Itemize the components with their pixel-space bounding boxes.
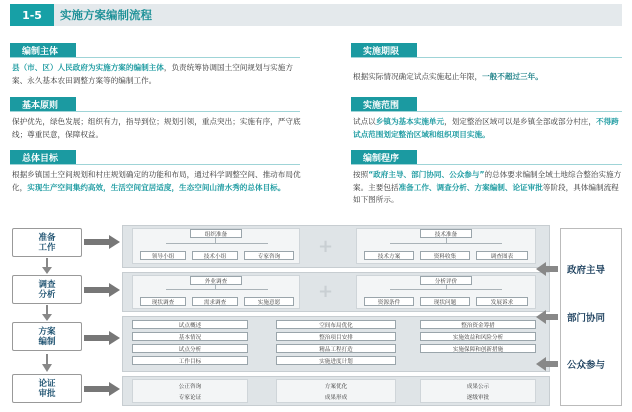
divider — [351, 164, 622, 165]
connector — [166, 289, 268, 290]
stakeholder-departments: 部门协同 — [567, 313, 606, 324]
procedure-heading: 编制程序 — [351, 150, 417, 165]
review-item: 专家论证 — [178, 394, 202, 401]
plan-item: 整治资金筹措 — [420, 320, 536, 329]
plan-item: 试点概述 — [132, 320, 248, 329]
survey-analysis-item: 资源条件 — [364, 297, 414, 306]
survey-field-item: 现状调查 — [140, 297, 186, 306]
prep-tech-item: 技术方案 — [364, 251, 414, 260]
right-arrow-icon — [84, 331, 120, 345]
scope-heading: 实施范围 — [351, 97, 417, 112]
prep-tech-title: 技术准备 — [420, 229, 472, 238]
review-item: 逐级审批 — [466, 394, 490, 401]
stakeholder-public: 公众参与 — [567, 360, 606, 371]
connector — [166, 243, 268, 244]
plan-item: 精品工程打造 — [276, 344, 396, 353]
period-text: 根据实际情况确定试点实施起止年限，一般不超过三年。 — [353, 72, 543, 81]
divider — [10, 111, 300, 112]
divider — [10, 164, 300, 165]
prep-org-item: 技术小组 — [192, 251, 238, 260]
connector — [390, 289, 502, 290]
divider — [10, 57, 300, 58]
section-number: 1-5 — [10, 4, 54, 26]
principle-text: 保护优先，绿色发展；组织有力，指导到位；规划引领，重点突出；实施有序，严守底线；尊重民意，保障权益。 — [12, 117, 301, 139]
prep-tech-item: 调查图表 — [476, 251, 528, 260]
goal-heading: 总体目标 — [10, 150, 76, 165]
plan-item: 空间布局优化 — [276, 320, 396, 329]
left-arrow-icon — [536, 310, 558, 324]
goal-text: 根据乡镇国土空间规划和村庄规划确定的功能和布局，通过科学调整空间、推动布局优化，实现生产空间集约高效，生活空间宜居适度，生态空间山清水秀的总体目标。 — [12, 170, 301, 192]
left-arrow-icon — [536, 357, 558, 371]
stage-review: 论证 审批 — [12, 374, 82, 403]
divider — [351, 57, 622, 58]
plan-item: 整治项目安排 — [276, 332, 396, 341]
plan-item: 实施进度计划 — [276, 356, 396, 365]
right-arrow-icon — [84, 283, 120, 297]
plan-item: 试点分析 — [132, 344, 248, 353]
survey-field-title: 外业调查 — [190, 276, 242, 285]
right-arrow-icon — [84, 382, 120, 396]
review-item: 成果形成 — [324, 394, 348, 401]
prep-org-item: 领导小组 — [140, 251, 186, 260]
subject-text: 县（市、区）人民政府为实施方案的编制主体，负责统筹协调国土空间规划与实施方案、永久基本农田调整方案等的编制工作。 — [12, 63, 293, 85]
plan-item: 基本情况 — [132, 332, 248, 341]
down-arrow-icon — [42, 354, 52, 372]
plus-icon: + — [318, 236, 334, 257]
review-item: 成果公示 — [466, 383, 490, 390]
prep-org-item: 专家咨询 — [244, 251, 294, 260]
right-arrow-icon — [84, 235, 120, 249]
plan-item: 实施效益和风险分析 — [420, 332, 536, 341]
stage-survey: 调查 分析 — [12, 275, 82, 304]
plan-item: 工作目标 — [132, 356, 248, 365]
review-item: 方案优化 — [324, 383, 348, 390]
principle-heading: 基本原则 — [10, 97, 76, 112]
period-heading: 实施期限 — [351, 43, 417, 58]
down-arrow-icon — [42, 305, 52, 321]
prep-tech-item: 资料收集 — [420, 251, 470, 260]
prep-org-title: 组织准备 — [190, 229, 242, 238]
left-arrow-icon — [536, 262, 558, 276]
plan-item: 实施保障和创新措施 — [420, 344, 536, 353]
scope-text: 试点以乡镇为基本实施单元，划定整治区域可以是乡镇全部或部分村庄，不得跨试点范围划定整治区域和组织项目实施。 — [353, 117, 619, 139]
subject-heading: 编制主体 — [10, 43, 76, 58]
survey-field-item: 实施意愿 — [244, 297, 294, 306]
procedure-text: 按照“政府主导、部门协同、公众参与”的总体要求编制全域土地综合整治实施方案。主要包括准备工作、调查分析、方案编制、论证审批等阶段，具体编制流程如下图所示。 — [353, 170, 622, 204]
survey-analysis-title: 分析评价 — [420, 276, 472, 285]
stage-plan: 方案 编制 — [12, 322, 82, 351]
plus-icon: + — [318, 281, 334, 302]
stakeholder-government: 政府主导 — [567, 265, 606, 276]
survey-analysis-item: 现状问题 — [420, 297, 470, 306]
review-item: 公正咨询 — [178, 383, 202, 390]
page-title: 实施方案编制流程 — [60, 8, 152, 22]
connector — [390, 243, 502, 244]
down-arrow-icon — [42, 258, 52, 274]
divider — [351, 111, 622, 112]
survey-analysis-item: 发展诉求 — [476, 297, 528, 306]
survey-field-item: 需求调查 — [192, 297, 238, 306]
stage-prep: 准备 工作 — [12, 228, 82, 257]
